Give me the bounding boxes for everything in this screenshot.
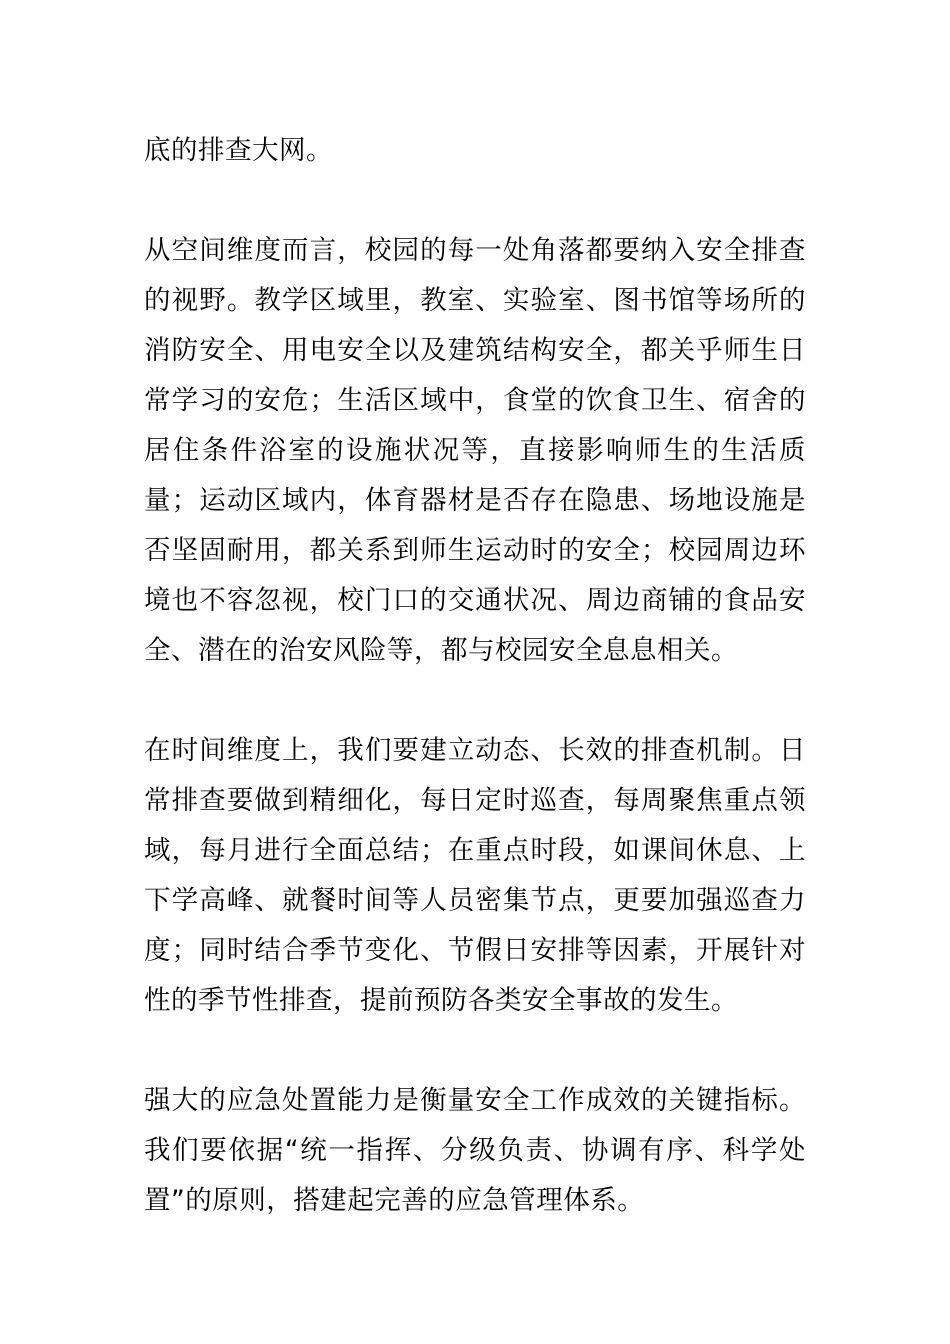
document-page (144, 126, 806, 1226)
paragraph-1: 底的排查大网。 (144, 135, 333, 166)
paragraph-4: 强大的应急处置能力是衡量安全工作成效的关键指标。我们要依据“统一指挥、分级负责、协调有序、科学处置”的原则，搭建起完善的应急管理体系。 (144, 1085, 806, 1216)
paragraph-2: 从空间维度而言，校园的每一处角落都要纳入安全排查的视野。教学区域里，教室、实验室、图书馆等场所的消防安全、用电安全以及建筑结构安全，都关乎师生日常学习的安危；生活区域中，食堂的饮食卫生、宿舍的居住条件浴室的设施状况等，直接影响师生的生活质量；运动区域内，体育器材是否存在隐患、场地设施是否坚固耐用，都关系到师生运动时的安全；校园周边环境也不容忽视，校门口的交通状况、周边商铺的食品安全、潜在的治安风险等，都与校园安全息息相关。 (144, 235, 806, 666)
paragraph-3: 在时间维度上，我们要建立动态、长效的排查机制。日常排查要做到精细化，每日定时巡查，每周聚焦重点领域，每月进行全面总结；在重点时段，如课间休息、上下学高峰、就餐时间等人员密集节点，更要加强巡查力度；同时结合季节变化、节假日安排等因素，开展针对性的季节性排查，提前预防各类安全事故的发生。 (144, 735, 806, 1016)
